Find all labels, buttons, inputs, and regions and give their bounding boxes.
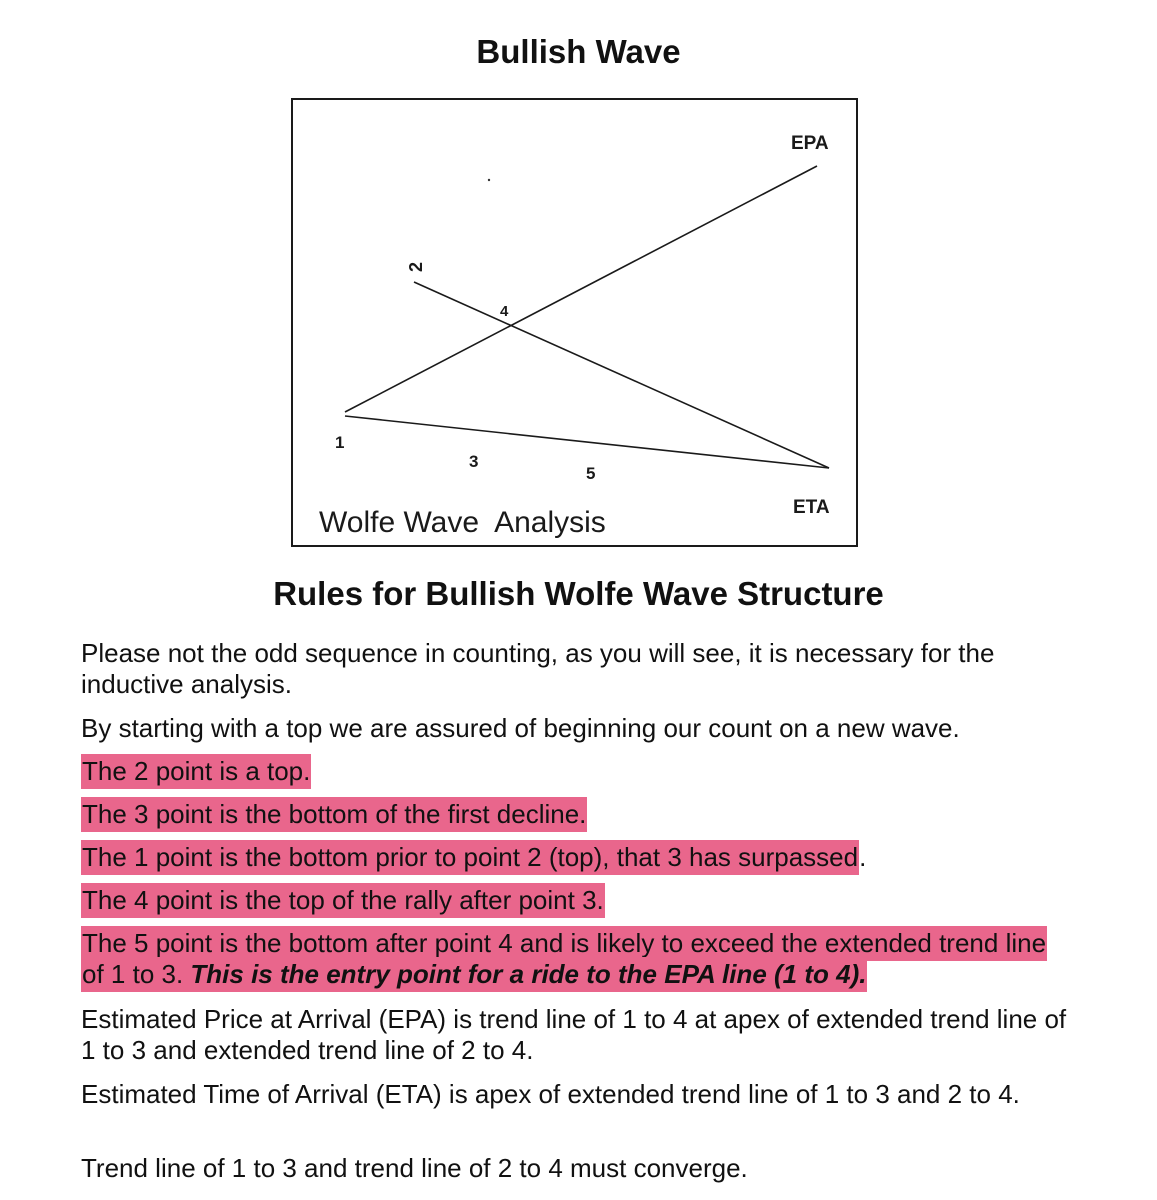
highlight: The 2 point is a top. (81, 754, 311, 789)
point-label-1: 1 (335, 433, 345, 452)
line-1-to-epa (345, 166, 817, 412)
rule-point-1-tail: . (859, 842, 867, 872)
wolfe-wave-figure (291, 98, 858, 547)
rule-point-5-text: The 5 point is the bottom after point 4 and is likely to exceed the extended trend line of 1 to 3. (82, 928, 1047, 989)
epa-label: EPA (791, 133, 829, 154)
page-title: Bullish Wave (476, 33, 681, 70)
highlight (81, 926, 1047, 992)
rule-point-1 (81, 842, 1081, 873)
point-label-4: 4 (500, 303, 509, 320)
epa-definition: Estimated Price at Arrival (EPA) is trend line of 1 to 4 at apex of extended trend line of 1 to 3 and extended trend line of 2 to 4. (81, 1004, 1067, 1065)
rule-point-2 (81, 756, 1081, 787)
line-2-to-eta (414, 282, 829, 468)
wolfe-wave-diagram (293, 100, 856, 545)
highlight: The 3 point is the bottom of the first decline. (81, 797, 587, 832)
highlight: The 4 point is the top of the rally after point 3. (81, 883, 605, 918)
point-label-2: 2 (406, 261, 426, 272)
rules-intro: Please not the odd sequence in counting, as you will see, it is necessary for the inductive analysis. (81, 638, 995, 699)
highlight: The 1 point is the bottom prior to point 2 (top), that 3 has surpassed (81, 840, 859, 875)
converge-rule: Trend line of 1 to 3 and trend line of 2 to 4 must converge. (81, 1153, 748, 1183)
point-label-3: 3 (469, 452, 479, 471)
figure-caption: Wolfe Wave Analysis (319, 506, 606, 539)
rule-point-5-emphasis: This is the entry point for a ride to the EPA line (1 to 4). (190, 959, 867, 989)
rule-point-5 (81, 928, 1071, 990)
eta-label: ETA (793, 497, 830, 518)
point-label-5: 5 (586, 464, 596, 483)
rule-point-4 (81, 885, 1081, 916)
eta-definition: Estimated Time of Arrival (ETA) is apex of extended trend line of 1 to 3 and 2 to 4. (81, 1079, 1020, 1109)
rules-start: By starting with a top we are assured of beginning our count on a new wave. (81, 713, 960, 743)
line-1-to-eta (345, 416, 829, 468)
scan-speck (488, 179, 490, 181)
rule-point-3 (81, 799, 1081, 830)
rules-heading: Rules for Bullish Wolfe Wave Structure (273, 575, 884, 612)
